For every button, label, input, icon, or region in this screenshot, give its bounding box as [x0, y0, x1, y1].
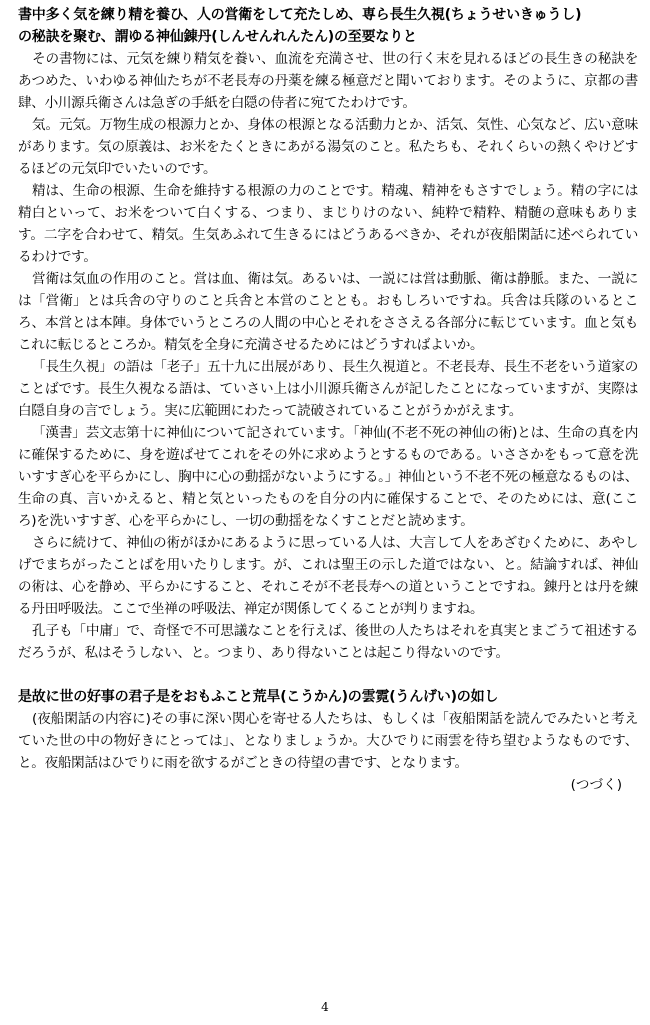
paragraph: 気。元気。万物生成の根源力とか、身体の根源となる活動力とか、活気、気性、心気など、広い意味があります。気の原義は、お米をたくときにあがる湯気のこと。私たちも、それくらいの熱くやけどするほどの元気印でいたいのです。: [18, 117, 638, 177]
section-heading-2: 是故に世の好事の君子是をおもふこと荒旱(こうかん)の雲霓(うんげい)の如し: [18, 689, 499, 705]
paragraph: その書物には、元気を練り精気を養い、血流を充満させ、世の行く末を見れるほどの長生きの秘訣をあつめた、いわゆる神仙たちが不老長寿の丹薬を練る極意だと聞いております。そのように、京都の書肆、小川源兵衛さんは急ぎの手紙を白隠の侍者に宛てたわけです。: [18, 51, 638, 111]
continued-note: (つづく): [570, 777, 622, 793]
paragraph: 営衛は気血の作用のこと。営は血、衛は気。あるいは、一説には営は動脈、衛は静脈。また、一説には「営衛」とは兵舎の守りのこと兵舎と本営のこととも。おもしろいですね。兵舎は兵隊のいるところ、本営とは本陣。身体でいうところの人間の中心とそれをささえる各部分に転じています。血と気もこれに転じるところか。精気を全身に充満させるためにはどうすればよいか。: [18, 271, 638, 353]
paragraph: 「漢書」芸文志第十に神仙について記されています。「神仙(不老不死の神仙の術)とは、生命の真を内に確保するために、身を遊ばせてこれをその外に求めようとするものである。いささかをもって意を洗いすすぎ心を平らかにし、胸中に心の動揺がないようにする。」神仙という不老不死の極意なるものは、生命の真、言いかえると、精と気といったものを自分の内に確保することで、そのためには、意(こころ)を洗いすすぎ、心を平らかにし、一切の動揺をなくすことだと読めます。: [18, 425, 638, 529]
page-number: 4: [321, 1000, 329, 1014]
paragraph: さらに続けて、神仙の術がほかにあるように思っている人は、大言して人をあざむくために、あやしげでまちがったことばを用いたりします。が、これは聖王の示した道ではない、と。結論すれば、神仙の術は、心を静め、平らかにすること、それこそが不老長寿への道ということですね。錬丹とは丹を練る丹田呼吸法。ここで坐禅の呼吸法、禅定が関係してくることが判りますね。: [18, 535, 638, 617]
section-spacer: [18, 664, 638, 686]
paragraph: (夜船閑話の内容に)その事に深い関心を寄せる人たちは、もしくは「夜船閑話を読んでみたいと考えていた世の中の物好きにとっては」、となりましょうか。大ひでりに雨雲を待ち望むようなものです、と。夜船閑話はひでりに雨を欲するがごときの待望の書です、となります。: [18, 711, 638, 771]
paragraph: 精は、生命の根源、生命を維持する根源の力のことです。精魂、精神をもさすでしょう。精の字には精白といって、お米をついて白くする、つまり、まじりけのない、純粋で精粋、精髄の意味もあります。二字を合わせて、精気。生気あふれて生きるにはどうあるべきか、それが夜船閑話に述べられているわけです。: [18, 183, 638, 265]
paragraph: 孔子も「中庸」で、奇怪で不可思議なことを行えば、後世の人たちはそれを真実とまごうて祖述するだろうが、私はそうしない、と。つまり、あり得ないことは起こり得ないのです。: [18, 623, 638, 661]
heading-line-2: の秘訣を聚む、謂ゆる神仙錬丹(しんせんれんたん)の至要なりと: [18, 29, 417, 45]
section-heading: [18, 4, 638, 48]
heading-line-1: 書中多く気を練り精を養ひ、人の営衛をして充たしめ、専ら長生久視(ちょうせいきゅうし): [18, 7, 582, 23]
paragraph: 「長生久視」の語は「老子」五十九に出展があり、長生久視道と。不老長寿、長生不老をいう道家のことばです。長生久視なる語は、ていさい上は小川源兵衛さんが記したことになっていますが、実際は白隠自身の言でしょう。実に広範囲にわたって読破されていることがうかがえます。: [18, 359, 638, 419]
article: [18, 4, 638, 796]
